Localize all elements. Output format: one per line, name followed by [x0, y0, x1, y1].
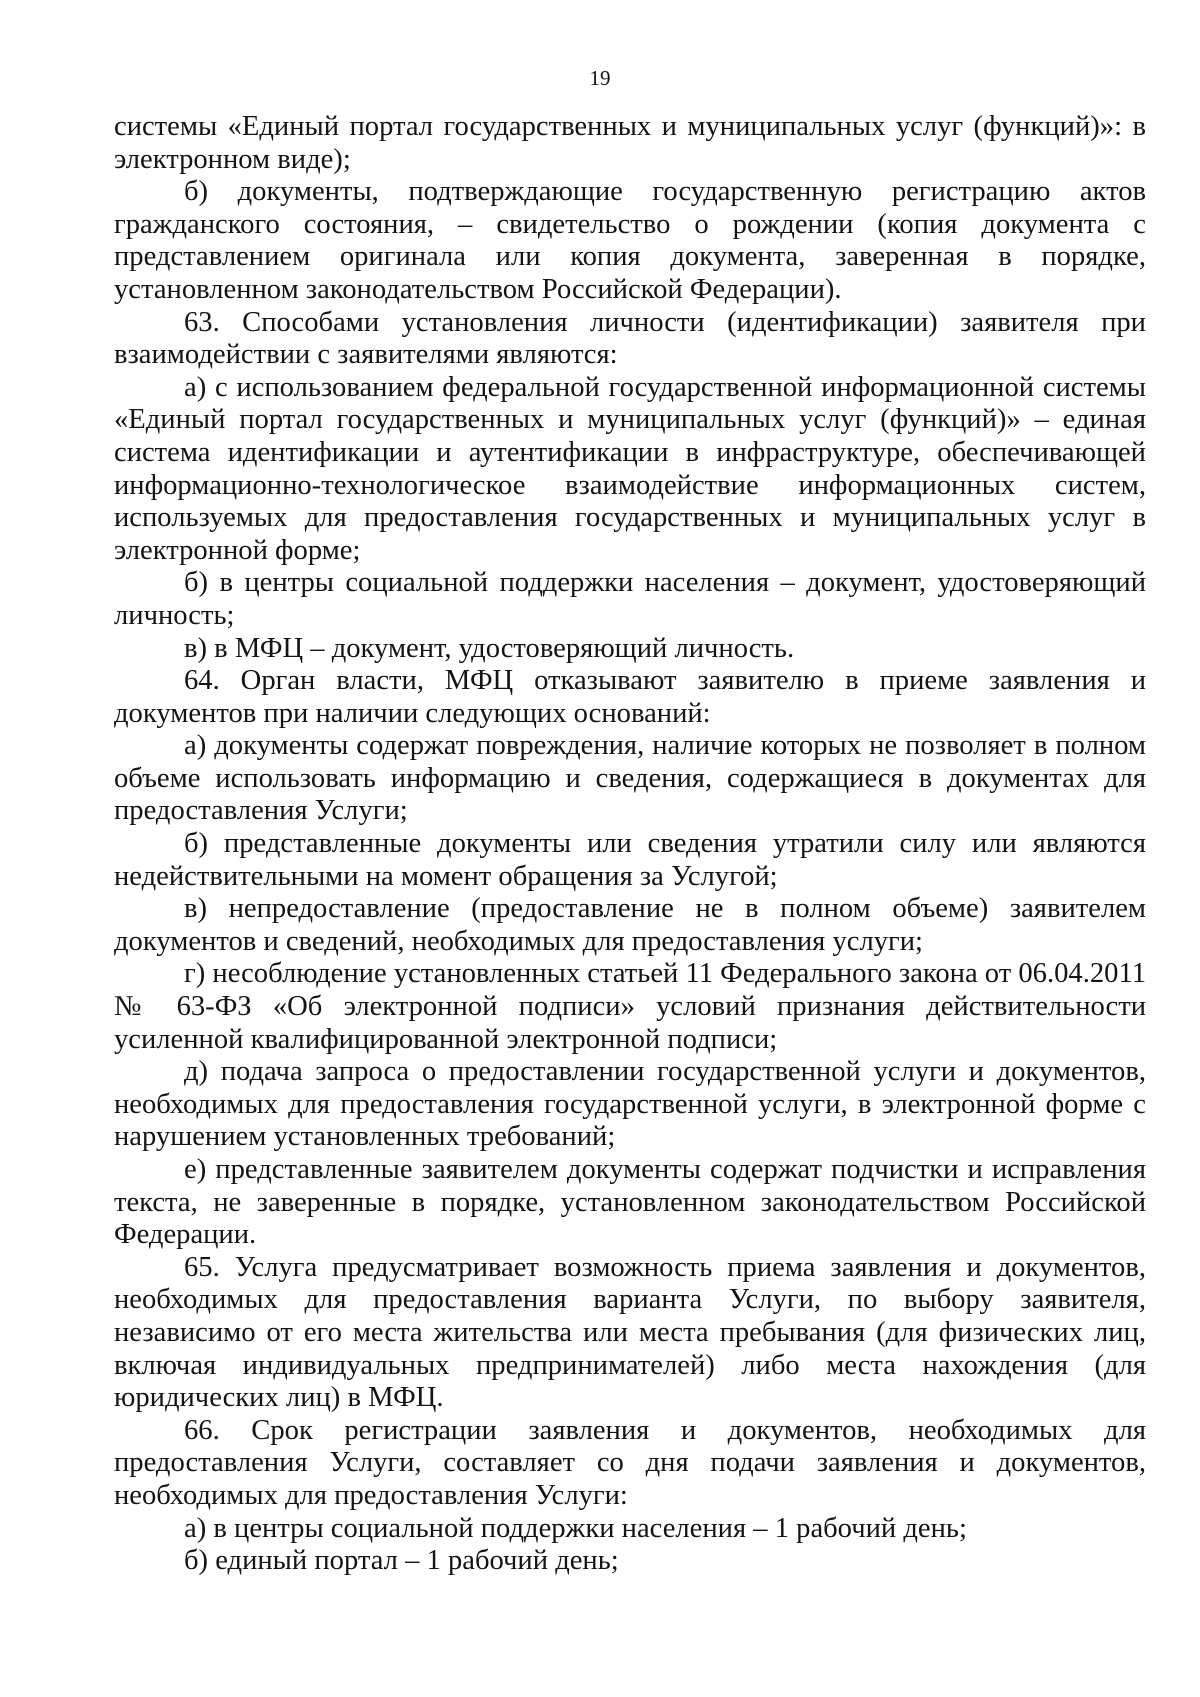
- paragraph-item-b-civil-registration: б) документы, подтверждающие государственную регистрацию актов гражданского состояния, – свидетельство о рождении (копия документа с представлением оригинала или копия документа, заверенная в порядке, установленном законодательством Российской Федерации).: [114, 176, 1146, 305]
- paragraph-continuation: системы «Единый портал государственных и муниципальных услуг (функций)»: в электронном виде);: [114, 111, 1146, 175]
- paragraph-63: 63. Способами установления личности (идентификации) заявителя при взаимодействии с заявителями являются:: [114, 306, 1146, 371]
- paragraph-66-b: б) единый портал – 1 рабочий день;: [184, 1545, 619, 1577]
- paragraph-63-a: а) с использованием федеральной государственной информационной системы «Единый портал государственных и муниципальных услуг (функций)» – единая система идентификации и аутентификации в инфраструктуре, обеспечивающей информационно-технологическое взаимодействие информационных систем, используемых для предоставления государственных и муниципальных услуг в электронной форме;: [114, 371, 1146, 566]
- paragraph-64: 64. Орган власти, МФЦ отказывают заявителю в приеме заявления и документов при наличии следующих оснований:: [114, 665, 1146, 729]
- page-number: 19: [589, 66, 611, 90]
- paragraph-65: 65. Услуга предусматривает возможность приема заявления и документов, необходимых для предоставления варианта Услуги, по выбору заявителя, независимо от его места жительства или места пребывания (для физических лиц, включая индивидуальных предпринимателей) либо места нахождения (для юридических лиц) в МФЦ.: [114, 1251, 1146, 1414]
- paragraph-64-v: в) непредоставление (предоставление не в полном объеме) заявителем документов и сведений, необходимых для предоставления услуги;: [114, 893, 1146, 957]
- paragraph-64-e: е) представленные заявителем документы содержат подчистки и исправления текста, не заверенные в порядке, установленном законодательством Российской Федерации.: [114, 1154, 1146, 1251]
- paragraph-64-b: б) представленные документы или сведения утратили силу или являются недействительными на момент обращения за Услугой;: [114, 828, 1146, 892]
- document-body: [114, 111, 1146, 1578]
- paragraph-63-b: б) в центры социальной поддержки населения – документ, удостоверяющий личность;: [114, 567, 1146, 631]
- paragraph-63-v: в) в МФЦ – документ, удостоверяющий личность.: [184, 632, 795, 664]
- paragraph-64-d: д) подача запроса о предоставлении государственной услуги и документов, необходимых для предоставления государственной услуги, в электронной форме с нарушением установленных требований;: [114, 1056, 1146, 1153]
- paragraph-64-a: а) документы содержат повреждения, наличие которых не позволяет в полном объеме использовать информацию и сведения, содержащиеся в документах для предоставления Услуги;: [114, 730, 1146, 827]
- paragraph-66: 66. Срок регистрации заявления и документов, необходимых для предоставления Услуги, составляет со дня подачи заявления и документов, необходимых для предоставления Услуги:: [114, 1414, 1146, 1511]
- paragraph-64-g: г) несоблюдение установленных статьей 11 Федерального закона от 06.04.2011 № 63-ФЗ «Об электронной подписи» условий признания действительности усиленной квалифицированной электронной подписи;: [114, 958, 1146, 1055]
- paragraph-66-a: а) в центры социальной поддержки населения – 1 рабочий день;: [184, 1512, 967, 1544]
